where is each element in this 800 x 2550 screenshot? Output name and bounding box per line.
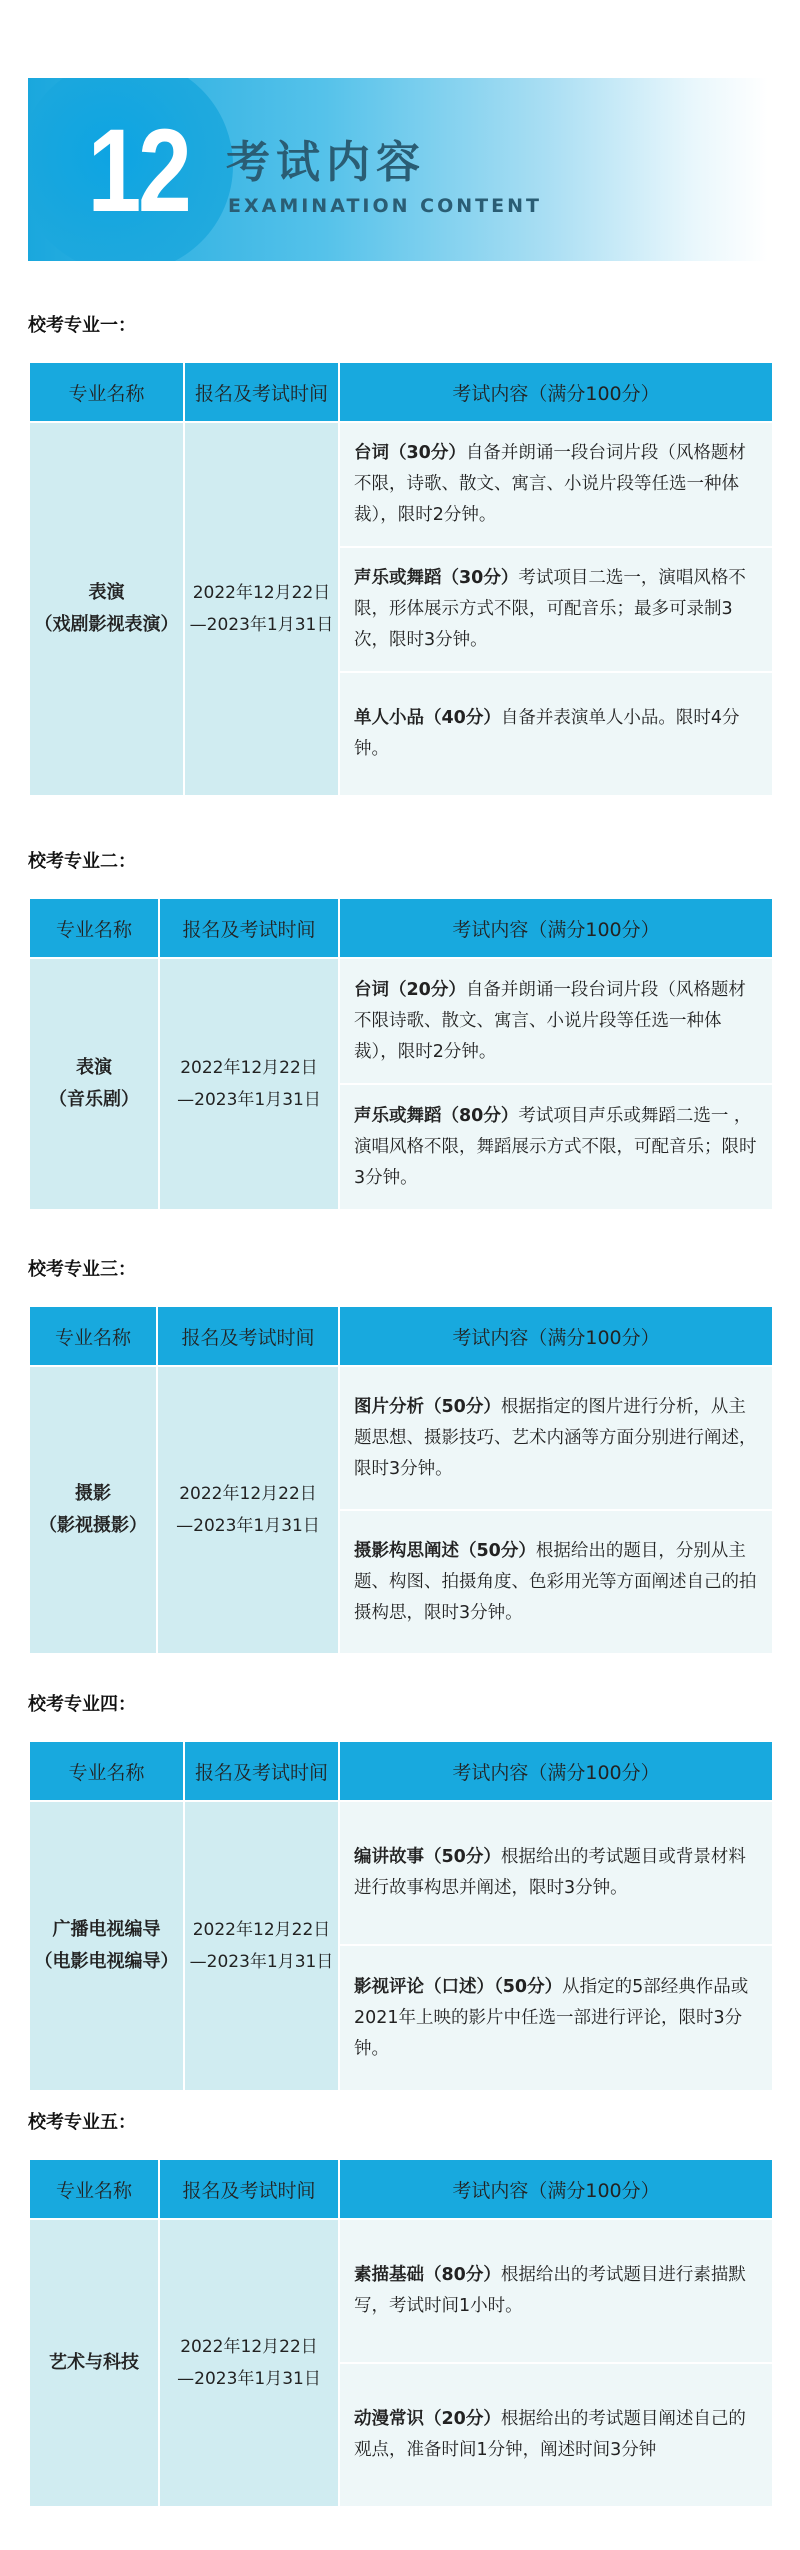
major-name: 艺术与科技	[49, 2352, 139, 2373]
item-text: 考试项目声乐或舞蹈二选一 ，演唱风格不限，舞蹈展示方式不限，可配音乐；限时3分钟。	[354, 1105, 757, 1188]
item-text: 根据给出的考试题目阐述自己的观点，准备时间1分钟，阐述时间3分钟	[354, 2409, 746, 2460]
content-cell	[339, 1801, 773, 2091]
content-item	[340, 423, 772, 546]
item-text: 自备并朗诵一段台词片段（风格题材不限，诗歌、散文、寓言、小说片段等任选一种体裁），限时2分钟。	[354, 443, 746, 525]
item-head: 单人小品（40分）	[354, 708, 501, 728]
period-cell	[159, 2219, 339, 2507]
content-item	[340, 959, 772, 1083]
major-cell	[29, 1366, 157, 1654]
content-item	[340, 2362, 772, 2506]
major-subname: （音乐剧）	[49, 1089, 139, 1110]
item-text: 自备并表演单人小品。限时4分钟。	[354, 708, 740, 759]
period-cell	[184, 422, 339, 796]
content-cell	[339, 1366, 773, 1654]
period-start: 2022年12月22日	[180, 1058, 318, 1078]
content-cell	[339, 422, 773, 796]
item-text: 根据给出的考试题目或背景材料进行故事构思并阐述，限时3分钟。	[354, 1847, 746, 1898]
major-name: 表演	[76, 1057, 112, 1078]
major-cell	[29, 958, 159, 1210]
content-item	[340, 2220, 772, 2362]
item-head: 素描基础（80分）	[354, 2265, 501, 2285]
table-row	[29, 1366, 773, 1654]
exam-table	[28, 361, 774, 797]
section-number: 12	[87, 105, 189, 237]
header-banner	[28, 78, 768, 261]
column-header-content: 考试内容（满分100分）	[339, 898, 773, 958]
column-header-period: 报名及考试时间	[184, 1741, 339, 1801]
period-start: 2022年12月22日	[179, 1484, 317, 1504]
column-header-content: 考试内容（满分100分）	[339, 2159, 773, 2219]
period-end: —2023年1月31日	[189, 615, 334, 635]
column-header-major: 专业名称	[29, 1741, 184, 1801]
period-end: —2023年1月31日	[189, 1952, 334, 1972]
item-head: 台词（30分）	[354, 443, 466, 463]
section-title: 校考专业二：	[28, 851, 136, 872]
content-cell	[339, 958, 773, 1210]
content-item	[340, 671, 772, 795]
content-cell	[339, 2219, 773, 2507]
major-name: 广播电视编导	[52, 1919, 161, 1940]
major-name: 表演	[88, 582, 125, 603]
column-header-period: 报名及考试时间	[157, 1306, 339, 1366]
period-start: 2022年12月22日	[192, 583, 331, 603]
item-text: 根据指定的图片进行分析，从主题思想、摄影技巧、艺术内涵等方面分别进行阐述，限时3分钟。	[354, 1396, 757, 1479]
section-major-1	[28, 313, 772, 797]
item-head: 声乐或舞蹈（30分）	[354, 568, 519, 588]
section-title: 校考专业三：	[28, 1259, 136, 1280]
section-major-5	[28, 2110, 772, 2508]
period-end: —2023年1月31日	[177, 2369, 321, 2389]
major-cell	[29, 422, 184, 796]
item-head: 编讲故事（50分）	[354, 1847, 501, 1867]
item-head: 台词（20分）	[354, 979, 466, 1000]
item-head: 影视评论（口述）（50分）	[354, 1976, 563, 1997]
major-name: 摄影	[75, 1483, 111, 1504]
content-item	[340, 546, 772, 671]
item-head: 图片分析（50分）	[354, 1396, 501, 1417]
item-text: 自备并朗诵一段台词片段（风格题材不限诗歌、散文、寓言、小说片段等任选一种体裁），限时2分钟。	[354, 979, 746, 1062]
major-subname: （戏剧影视表演）	[34, 614, 179, 635]
section-title: 校考专业五：	[28, 2112, 136, 2133]
period-start: 2022年12月22日	[192, 1920, 331, 1940]
table-header-row	[29, 1741, 773, 1801]
content-item	[340, 1509, 772, 1653]
exam-table	[28, 1740, 774, 2092]
item-text: 从指定的5部经典作品或2021年上映的影片中任选一部进行评论，限时3分钟。	[354, 1976, 749, 2059]
major-subname: （影视摄影）	[39, 1515, 147, 1536]
column-header-major: 专业名称	[29, 2159, 159, 2219]
exam-table	[28, 897, 774, 1211]
section-title: 校考专业四：	[28, 1694, 136, 1715]
period-end: —2023年1月31日	[177, 1090, 321, 1110]
major-cell	[29, 2219, 159, 2507]
page-title: 考试内容	[226, 137, 426, 188]
column-header-content: 考试内容（满分100分）	[339, 1741, 773, 1801]
column-header-period: 报名及考试时间	[184, 362, 339, 422]
table-row	[29, 2219, 773, 2507]
table-row	[29, 1801, 773, 2091]
content-item	[340, 1083, 772, 1209]
item-text: 考试项目二选一，演唱风格不限，形体展示方式不限，可配音乐；最多可录制3次，限时3分钟。	[354, 568, 746, 650]
item-text: 根据给出的题目，分别从主题、构图、拍摄角度、色彩用光等方面阐述自己的拍摄构思，限时3分钟。	[354, 1540, 757, 1623]
section-major-2	[28, 849, 772, 1211]
column-header-content: 考试内容（满分100分）	[339, 362, 773, 422]
column-header-period: 报名及考试时间	[159, 898, 339, 958]
column-header-period: 报名及考试时间	[159, 2159, 339, 2219]
item-text: 根据给出的考试题目进行素描默写，考试时间1小时。	[354, 2265, 746, 2316]
section-major-4	[28, 1692, 772, 2092]
column-header-major: 专业名称	[29, 1306, 157, 1366]
content-item	[340, 1944, 772, 2090]
major-cell	[29, 1801, 184, 2091]
exam-table	[28, 2158, 774, 2508]
item-head: 摄影构思阐述（50分）	[354, 1540, 536, 1561]
table-header-row	[29, 1306, 773, 1366]
period-start: 2022年12月22日	[180, 2337, 318, 2357]
item-head: 动漫常识（20分）	[354, 2409, 501, 2429]
period-cell	[159, 958, 339, 1210]
section-title: 校考专业一：	[28, 315, 136, 336]
table-header-row	[29, 362, 773, 422]
item-head: 声乐或舞蹈（80分）	[354, 1105, 519, 1126]
page-subtitle: EXAMINATION CONTENT	[228, 195, 542, 217]
period-end: —2023年1月31日	[176, 1516, 320, 1536]
content-item	[340, 1802, 772, 1944]
column-header-content: 考试内容（满分100分）	[339, 1306, 773, 1366]
exam-table	[28, 1305, 774, 1655]
period-cell	[157, 1366, 339, 1654]
table-header-row	[29, 2159, 773, 2219]
content-item	[340, 1367, 772, 1509]
period-cell	[184, 1801, 339, 2091]
column-header-major: 专业名称	[29, 898, 159, 958]
major-subname: （电影电视编导）	[34, 1951, 179, 1972]
table-header-row	[29, 898, 773, 958]
column-header-major: 专业名称	[29, 362, 184, 422]
table-row	[29, 958, 773, 1210]
section-major-3	[28, 1257, 772, 1655]
table-row	[29, 422, 773, 796]
